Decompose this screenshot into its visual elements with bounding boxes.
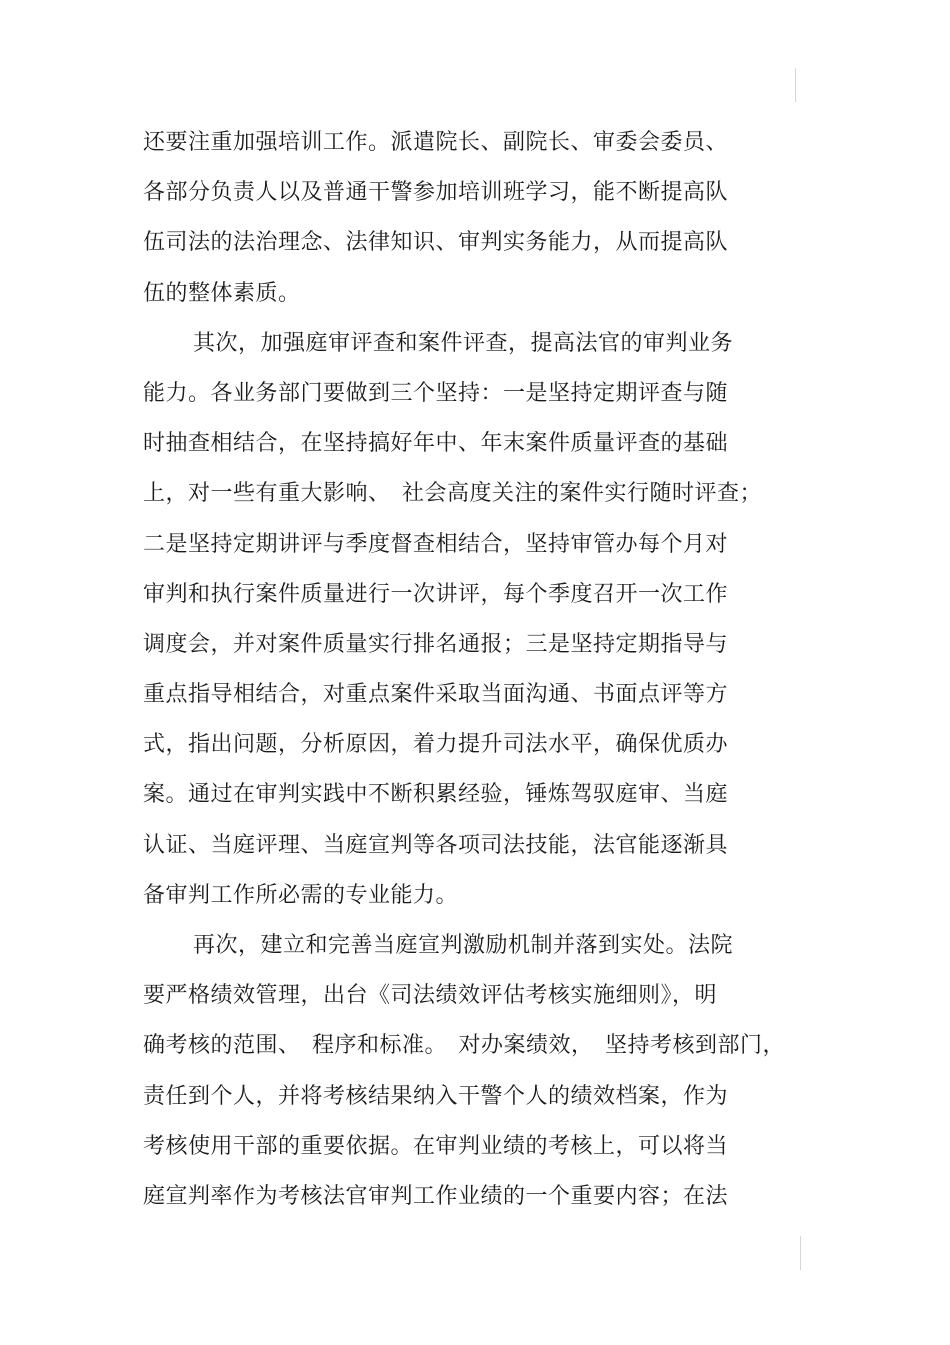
text-line: 要严格绩效管理，出台《司法绩效评估考核实施细则》，明 — [143, 983, 718, 1009]
text-line: 调度会，并对案件质量实行排名通报；三是坚持定期指导与 — [143, 631, 729, 657]
text-line: 时抽查相结合，在坚持搞好年中、年末案件质量评查的基础 — [143, 431, 729, 457]
text-line: 备审判工作所必需的专业能力。 — [143, 882, 459, 908]
body-text — [143, 118, 793, 1222]
paragraph-start-line: 其次，加强庭审评查和案件评查，提高法官的审判业务 — [193, 330, 734, 356]
paragraph-start-line: 再次，建立和完善当庭宣判激励机制并落到实处。法院 — [193, 933, 734, 958]
text-line: 能力。各业务部门要做到三个坚持：一是坚持定期评查与随 — [143, 380, 729, 406]
text-line: 式，指出问题，分析原因，着力提升司法水平，确保优质办 — [143, 732, 729, 758]
text-line: 认证、当庭评理、当庭宣判等各项司法技能，法官能逐渐具 — [143, 832, 729, 858]
text-line: 二是坚持定期讲评与季度督查相结合，坚持审管办每个月对 — [143, 531, 729, 557]
text-line: 确考核的范围、 程序和标准。 对办案绩效， 坚持考核到部门， — [143, 1033, 786, 1059]
text-line: 审判和执行案件质量进行一次讲评，每个季度召开一次工作 — [143, 581, 729, 607]
page-edge-mark-top — [795, 68, 796, 102]
text-line: 案。通过在审判实践中不断积累经验，锤炼驾驭庭审、当庭 — [143, 782, 729, 808]
page-edge-mark-bottom — [800, 1236, 801, 1270]
text-line: 责任到个人，并将考核结果纳入干警个人的绩效档案，作为 — [143, 1083, 729, 1109]
text-line: 伍司法的法治理念、法律知识、审判实务能力，从而提高队 — [143, 230, 729, 256]
text-line: 重点指导相结合，对重点案件采取当面沟通、书面点评等方 — [143, 682, 729, 708]
text-line: 庭宣判率作为考核法官审判工作业绩的一个重要内容；在法 — [143, 1183, 729, 1209]
text-line: 伍的整体素质。 — [143, 280, 301, 306]
text-line: 各部分负责人以及普通干警参加培训班学习，能不断提高队 — [143, 180, 729, 206]
text-line: 考核使用干部的重要依据。在审判业绩的考核上，可以将当 — [143, 1133, 729, 1159]
text-line: 还要注重加强培训工作。派遣院长、副院长、审委会委员、 — [143, 130, 729, 155]
text-line: 上，对一些有重大影响、 社会高度关注的案件实行随时评查； — [143, 481, 763, 507]
